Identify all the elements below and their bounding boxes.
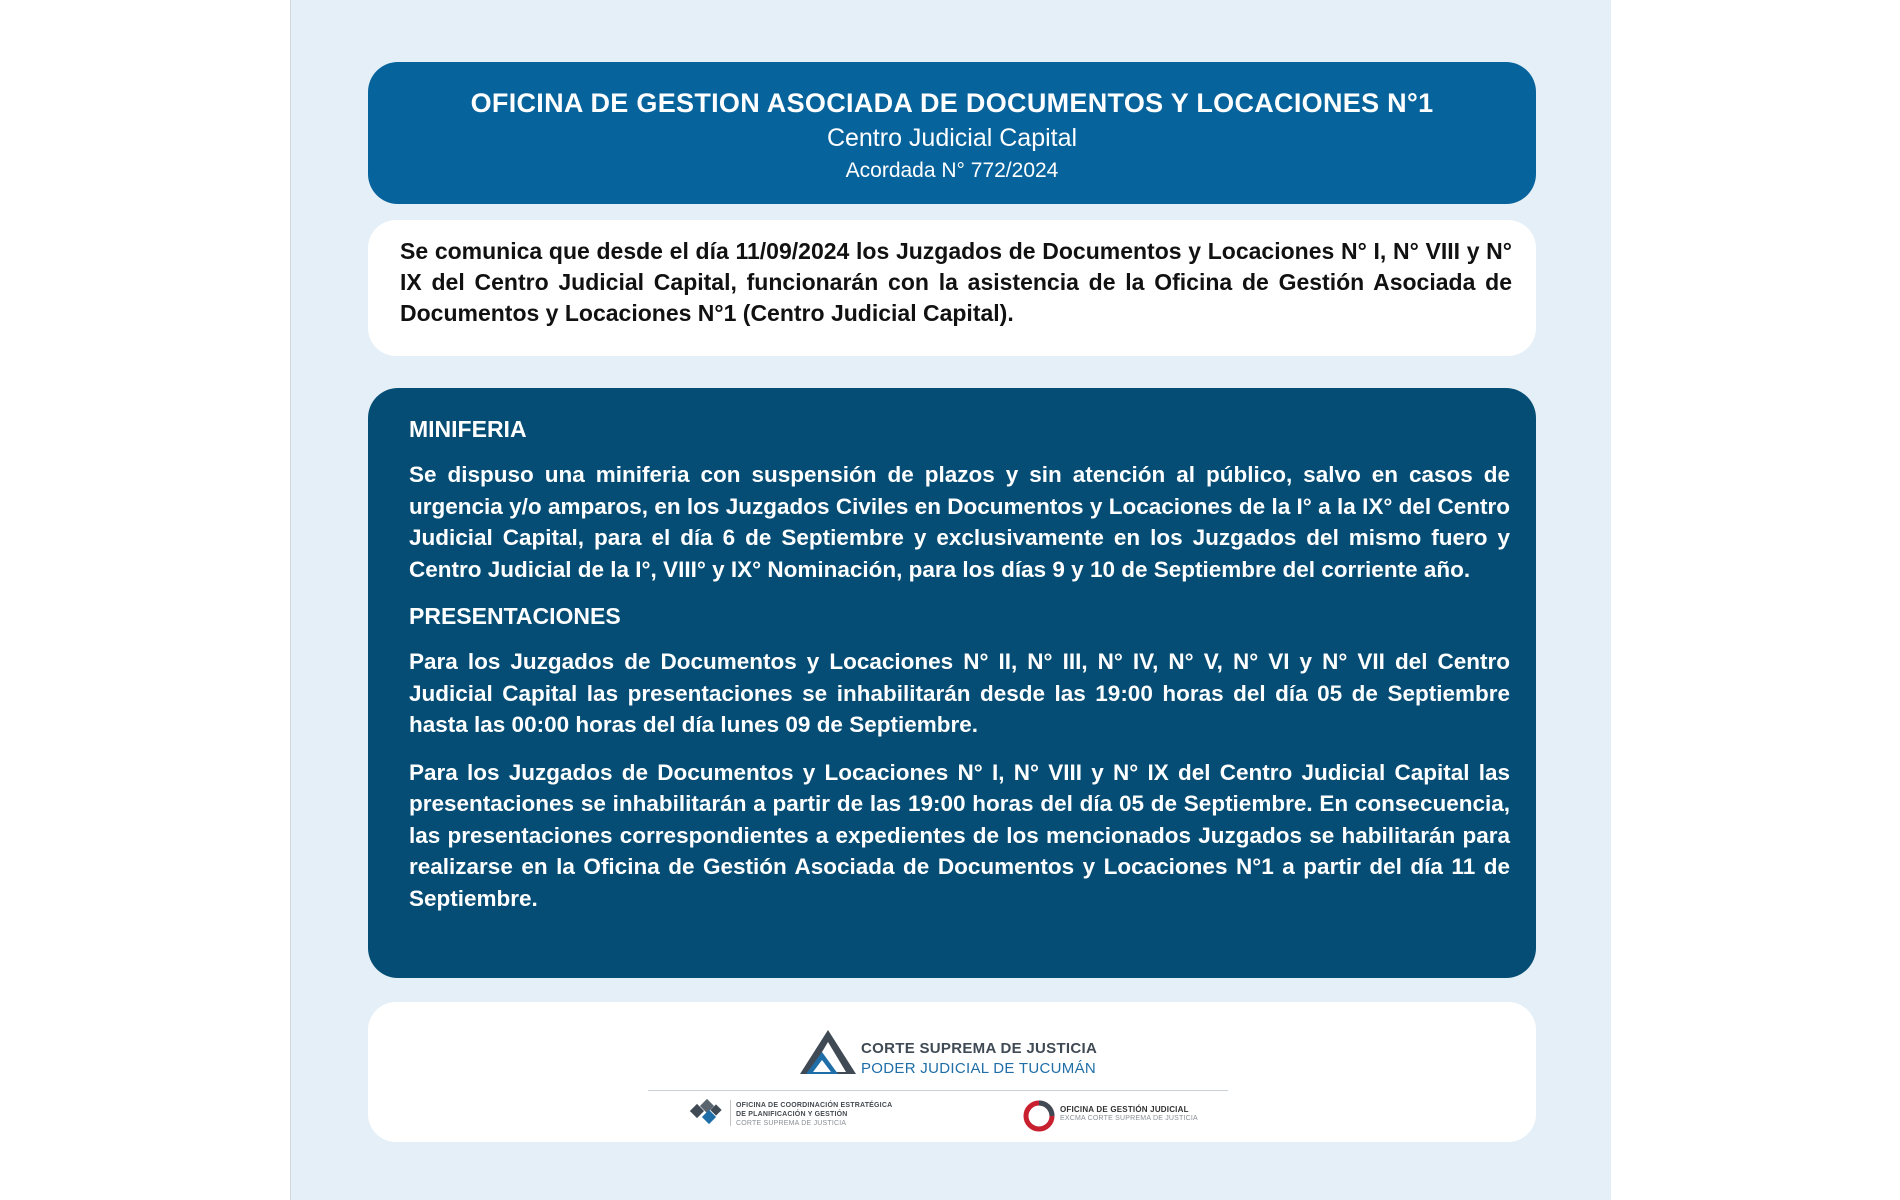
miniferia-text: Se dispuso una miniferia con suspensión de plazos y sin atención al público, salvo en casos de urgencia y/o amparos, en los Juzgados Civiles en Documentos y Locaciones de la I° a la IX° del Centro Judicial Capital, para el día 6 de Septiembre y exclusivamente en los Juzgados del mismo fuero y Centro Judicial de la I°, VIII° y IX° Nominación, para los días 9 y 10 de Septiembre del corriente año. — [409, 462, 1510, 582]
presentaciones-paragraph-2: Para los Juzgados de Documentos y Locaciones N° I, N° VIII y N° IX del Centro Judicial Capital las presentaciones se inhabilitarán a partir de las 19:00 horas del día 05 de Septiembre. En consecuencia, las presentaciones correspondientes a expedientes de los mencionados Juzgados se habilitarán para realizarse en la Oficina de Gestión Asociada de Documentos y Locaciones N°1 a partir del día 11 de Septiembre. — [409, 759, 1510, 911]
header-banner — [368, 62, 1536, 204]
poder-judicial-name: PODER JUDICIAL DE TUCUMÁN — [861, 1060, 1097, 1077]
announcement-page — [290, 0, 1611, 1200]
miniferia-heading: MINIFERIA — [409, 416, 527, 442]
csj-name: CORTE SUPREMA DE JUSTICIA — [861, 1040, 1098, 1057]
info-panel — [368, 388, 1536, 978]
ocep-name-line-2: DE PLANIFICACIÓN Y GESTIÓN — [736, 1111, 848, 1118]
ocep-separator — [730, 1100, 731, 1126]
csj-logo-icon — [798, 1028, 858, 1076]
ogj-logo-icon — [1023, 1100, 1055, 1132]
notice-box — [368, 220, 1536, 356]
ogj-subname: EXCMA CORTE SUPREMA DE JUSTICIA — [1060, 1115, 1198, 1122]
presentaciones-heading: PRESENTACIONES — [409, 603, 621, 629]
ogj-name: OFICINA DE GESTIÓN JUDICIAL — [1060, 1105, 1189, 1114]
footer-divider — [648, 1090, 1228, 1091]
info-content — [409, 414, 1510, 930]
acordada-number: Acordada N° 772/2024 — [845, 159, 1059, 182]
notice-text: Se comunica que desde el día 11/09/2024 los Juzgados de Documentos y Locaciones N° I, N° VIII y N° IX del Centro Judicial Capital, funcionarán con la asistencia de la Oficina de Gestión Asociada de Documentos y Locaciones N°1 (Centro Judicial Capital). — [400, 238, 1512, 326]
footer-logos — [368, 1002, 1536, 1142]
judicial-center-subtitle: Centro Judicial Capital — [826, 124, 1078, 152]
office-title: OFICINA DE GESTION ASOCIADA DE DOCUMENTOS Y LOCACIONES N°1 — [470, 88, 1434, 118]
ocep-name-line-3: CORTE SUPREMA DE JUSTICIA — [736, 1120, 847, 1127]
ocep-name-line-1: OFICINA DE COORDINACIÓN ESTRATÉGICA — [736, 1102, 893, 1109]
presentaciones-paragraph-1: Para los Juzgados de Documentos y Locaciones N° II, N° III, N° IV, N° V, N° VI y N° VII del Centro Judicial Capital las presentaciones se inhabilitarán desde las 19:00 horas del día 05 de Septiembre hasta las 00:00 horas del día lunes 09 de Septiembre. — [409, 649, 1510, 737]
ocep-logo-icon — [690, 1098, 724, 1128]
